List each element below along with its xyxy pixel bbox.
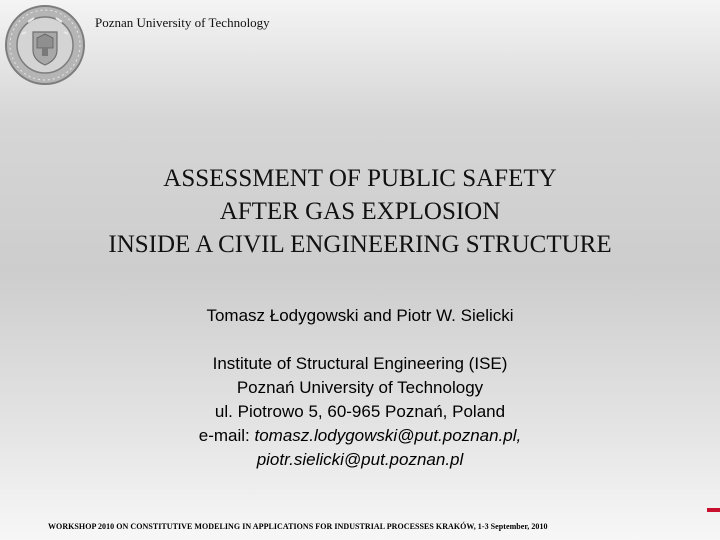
email-link-2[interactable]: piotr.sielicki@put.poznan.pl xyxy=(256,450,464,469)
email-line-1 xyxy=(0,424,720,448)
institute-name: Institute of Structural Engineering (ISE) xyxy=(212,354,508,373)
workshop-footer: WORKSHOP 2010 ON CONSTITUTIVE MODELING IN APPLICATIONS FOR INDUSTRIAL PROCESSES KRAKÓW, 1-3 September, 2010 xyxy=(48,522,548,531)
university-seal-logo xyxy=(4,4,86,86)
institution-header: Poznan University of Technology xyxy=(95,15,270,30)
accent-mark xyxy=(707,508,720,512)
postal-address: ul. Piotrowo 5, 60-965 Poznań, Poland xyxy=(214,402,506,421)
title-line-2: AFTER GAS EXPLOSION xyxy=(219,198,501,225)
email-prefix: e-mail: xyxy=(198,426,255,445)
email-link-1[interactable]: tomasz.lodygowski@put.poznan.pl, xyxy=(254,426,522,445)
presentation-title xyxy=(0,162,720,261)
university-name: Poznań University of Technology xyxy=(236,378,484,397)
affiliation-block xyxy=(0,352,720,472)
authors: Tomasz Łodygowski and Piotr W. Sielicki xyxy=(206,306,514,325)
title-line-3: INSIDE A CIVIL ENGINEERING STRUCTURE xyxy=(108,231,612,258)
title-line-1: ASSESSMENT OF PUBLIC SAFETY xyxy=(163,165,557,192)
